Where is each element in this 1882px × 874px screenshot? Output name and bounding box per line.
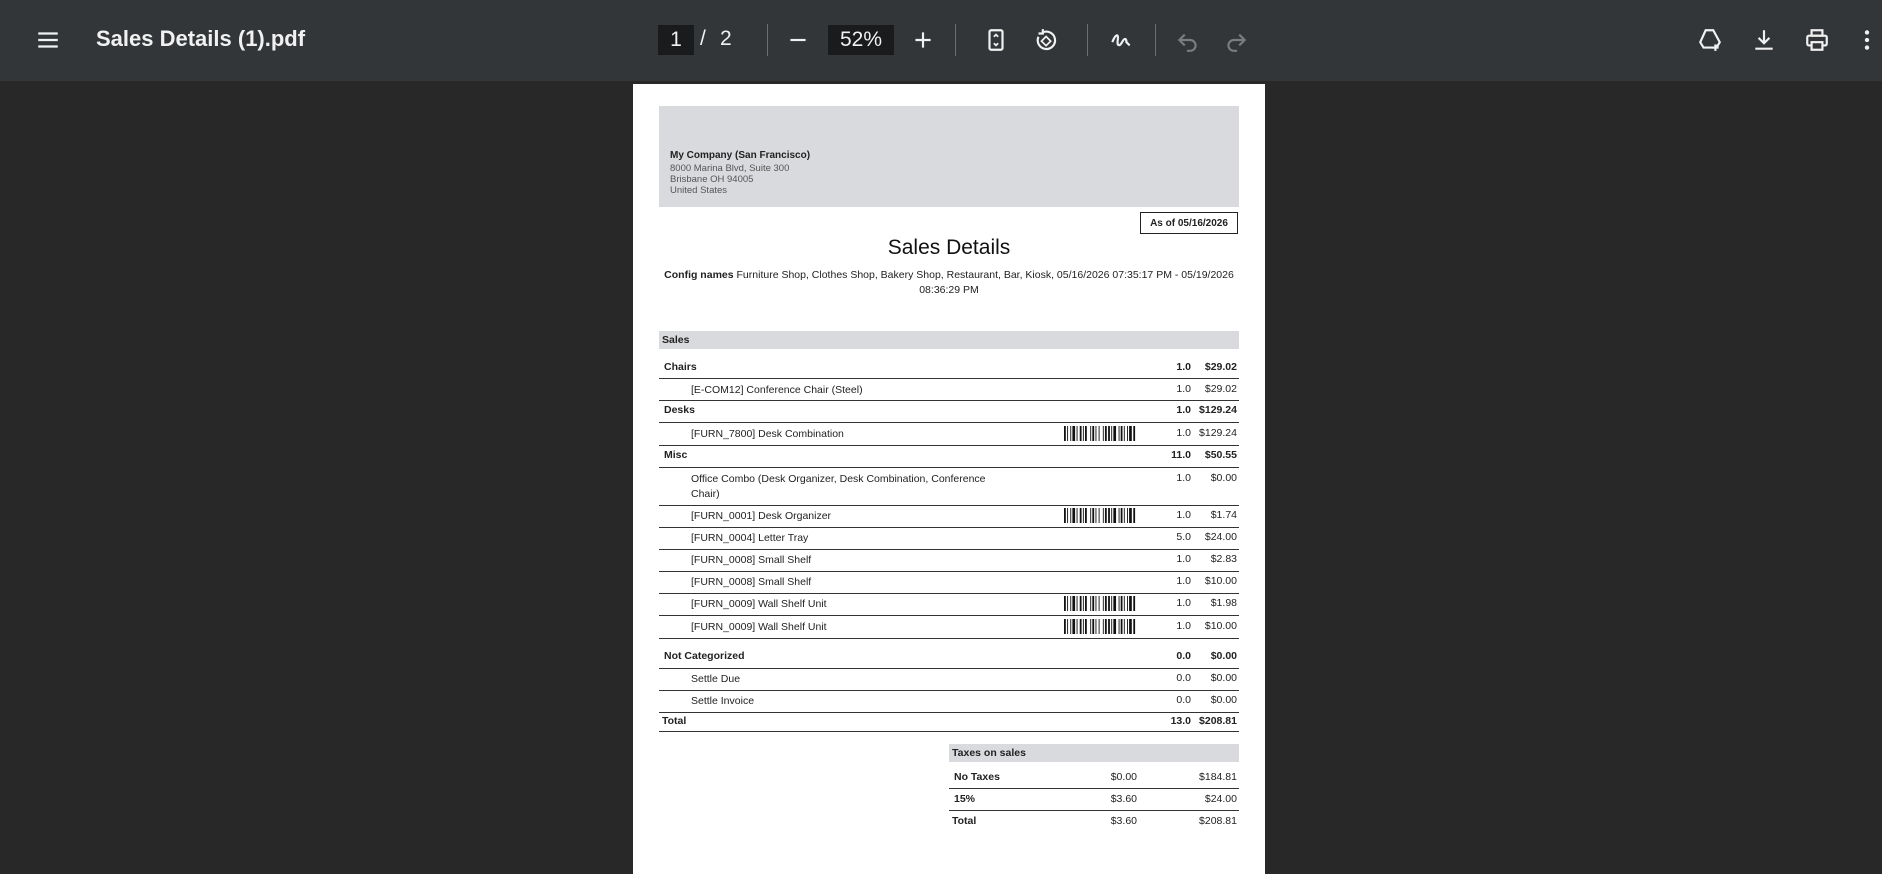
tax-label: Total: [952, 815, 977, 827]
product-row: [659, 616, 1239, 639]
row-label: Desks: [664, 404, 695, 416]
category-row: [659, 357, 1239, 379]
pdf-page: [633, 84, 1265, 874]
product-row: [659, 593, 1239, 616]
row-amount: $0.00: [1210, 472, 1237, 484]
tax-tax: $3.60: [1110, 793, 1137, 805]
row-amount: $0.00: [1210, 672, 1237, 684]
tax-base: $184.81: [1199, 771, 1237, 783]
download-button[interactable]: [1744, 20, 1784, 60]
redo-icon: [1223, 27, 1249, 53]
tax-row: [949, 767, 1239, 789]
print-button[interactable]: [1797, 20, 1837, 60]
row-quantity: 1.0: [1176, 404, 1191, 416]
more-vertical-icon: [1854, 27, 1880, 53]
row-label: Not Categorized: [664, 650, 745, 662]
download-icon: [1751, 27, 1777, 53]
print-icon: [1804, 27, 1830, 53]
row-label: [FURN_7800] Desk Combination: [691, 428, 844, 440]
row-label: Settle Due: [691, 673, 741, 685]
row-amount: $129.24: [1199, 427, 1237, 439]
save-to-drive-icon: [1697, 27, 1723, 53]
toolbar-divider: [1087, 24, 1088, 56]
product-row: [659, 549, 1239, 572]
row-quantity: 13.0: [1170, 715, 1191, 727]
product-row: [659, 527, 1239, 550]
annotate-pen-icon: [1108, 27, 1134, 53]
taxes-section-header: Taxes on sales: [949, 744, 1239, 762]
tax-row: [949, 789, 1239, 811]
minus-icon: [785, 27, 811, 53]
row-label: Settle Invoice: [691, 695, 755, 707]
row-amount: $10.00: [1204, 620, 1237, 632]
rotate-button[interactable]: [1025, 20, 1065, 60]
tax-tax: $0.00: [1110, 771, 1137, 783]
company-address-line: Brisbane OH 94005: [670, 174, 754, 185]
row-amount: $50.55: [1204, 449, 1237, 461]
product-row: [659, 423, 1239, 446]
tax-label: 15%: [954, 793, 976, 805]
undo-button[interactable]: [1168, 20, 1208, 60]
row-amount: $29.02: [1204, 383, 1237, 395]
product-row: [659, 505, 1239, 528]
row-label: Chairs: [664, 361, 697, 373]
row-label: Misc: [664, 449, 688, 461]
row-quantity: 0.0: [1176, 694, 1191, 706]
toolbar-divider: [767, 24, 768, 56]
hamburger-menu-icon[interactable]: [28, 20, 68, 60]
category-row: [659, 400, 1239, 423]
tax-base: $24.00: [1204, 793, 1237, 805]
product-row: [659, 668, 1239, 691]
total-pages: 2: [720, 27, 732, 50]
sales-section-header: Sales: [659, 331, 1239, 349]
row-label: [FURN_0009] Wall Shelf Unit: [691, 621, 827, 633]
as-of-date: As of 05/16/2026: [1140, 212, 1238, 234]
toolbar-divider: [1155, 24, 1156, 56]
row-quantity: 1.0: [1176, 553, 1191, 565]
redo-button[interactable]: [1216, 20, 1256, 60]
row-quantity: 5.0: [1176, 531, 1191, 543]
product-row: [659, 690, 1239, 713]
company-address-line: United States: [670, 185, 728, 196]
current-page-input[interactable]: 1: [658, 25, 694, 55]
row-label: [FURN_0001] Desk Organizer: [691, 510, 832, 522]
config-label: Config names: [664, 269, 734, 281]
zoom-input[interactable]: 52%: [828, 25, 894, 55]
page-separator: /: [700, 27, 706, 50]
barcode-icon: [1064, 508, 1164, 523]
more-options-button[interactable]: [1852, 20, 1882, 60]
row-quantity: 1.0: [1176, 620, 1191, 632]
row-label: [FURN_0009] Wall Shelf Unit: [691, 598, 827, 610]
product-row: [659, 468, 1239, 506]
fit-page-button[interactable]: [976, 20, 1016, 60]
config-names: [659, 268, 1239, 298]
row-amount: $29.02: [1204, 361, 1237, 373]
row-label: [FURN_0008] Small Shelf: [691, 554, 812, 566]
config-text: Furniture Shop, Clothes Shop, Bakery Shop, Restaurant, Bar, Kiosk, 05/16/2026 07:35:17 PM - 05/19/2026 08:36:29 PM: [736, 269, 1234, 296]
toolbar-divider: [955, 24, 956, 56]
barcode-icon: [1064, 596, 1164, 611]
row-quantity: 1.0: [1176, 427, 1191, 439]
row-amount: $10.00: [1204, 575, 1237, 587]
row-quantity: 1.0: [1176, 509, 1191, 521]
zoom-in-button[interactable]: [903, 20, 943, 60]
tax-label: No Taxes: [954, 771, 1000, 783]
row-label: Total: [662, 715, 687, 727]
row-quantity: 0.0: [1176, 672, 1191, 684]
barcode-icon: [1064, 426, 1164, 441]
row-label: [FURN_0008] Small Shelf: [691, 576, 812, 588]
row-amount: $2.83: [1210, 553, 1237, 565]
plus-icon: [910, 27, 936, 53]
rotate-icon: [1032, 27, 1058, 53]
annotate-button[interactable]: [1101, 20, 1141, 60]
company-header: [659, 106, 1239, 207]
row-amount: $129.24: [1199, 404, 1237, 416]
fit-page-icon: [983, 27, 1009, 53]
pdf-toolbar: [0, 0, 1882, 81]
row-label: [E-COM12] Conference Chair (Steel): [691, 384, 863, 396]
row-amount: $0.00: [1210, 650, 1237, 662]
row-quantity: 1.0: [1176, 472, 1191, 484]
product-row: [659, 571, 1239, 594]
row-amount: $208.81: [1199, 715, 1237, 727]
sales-total-row: [659, 711, 1239, 732]
row-amount: $24.00: [1204, 531, 1237, 543]
report-title: Sales Details: [887, 236, 1011, 259]
product-row: [659, 379, 1239, 401]
company-name: My Company (San Francisco): [670, 150, 811, 161]
undo-icon: [1175, 27, 1201, 53]
row-quantity: 0.0: [1176, 650, 1191, 662]
row-quantity: 1.0: [1176, 383, 1191, 395]
zoom-out-button[interactable]: [778, 20, 818, 60]
row-quantity: 1.0: [1176, 575, 1191, 587]
save-to-drive-button[interactable]: [1690, 20, 1730, 60]
row-quantity: 1.0: [1176, 361, 1191, 373]
tax-base: $208.81: [1199, 815, 1237, 827]
tax-tax: $3.60: [1110, 815, 1137, 827]
row-amount: $1.74: [1210, 509, 1237, 521]
row-amount: $0.00: [1210, 694, 1237, 706]
row-quantity: 11.0: [1171, 449, 1191, 461]
file-title: Sales Details (1).pdf: [96, 26, 306, 51]
row-quantity: 1.0: [1176, 597, 1191, 609]
row-label: [FURN_0004] Letter Tray: [691, 532, 809, 544]
category-row: [659, 445, 1239, 468]
row-label: Office Combo (Desk Organizer, Desk Combination, Conference Chair): [691, 473, 986, 500]
tax-row: [949, 811, 1239, 832]
barcode-icon: [1064, 619, 1164, 634]
category-row: [659, 646, 1239, 669]
company-address-line: 8000 Marina Blvd, Suite 300: [670, 163, 790, 174]
row-amount: $1.98: [1210, 597, 1237, 609]
